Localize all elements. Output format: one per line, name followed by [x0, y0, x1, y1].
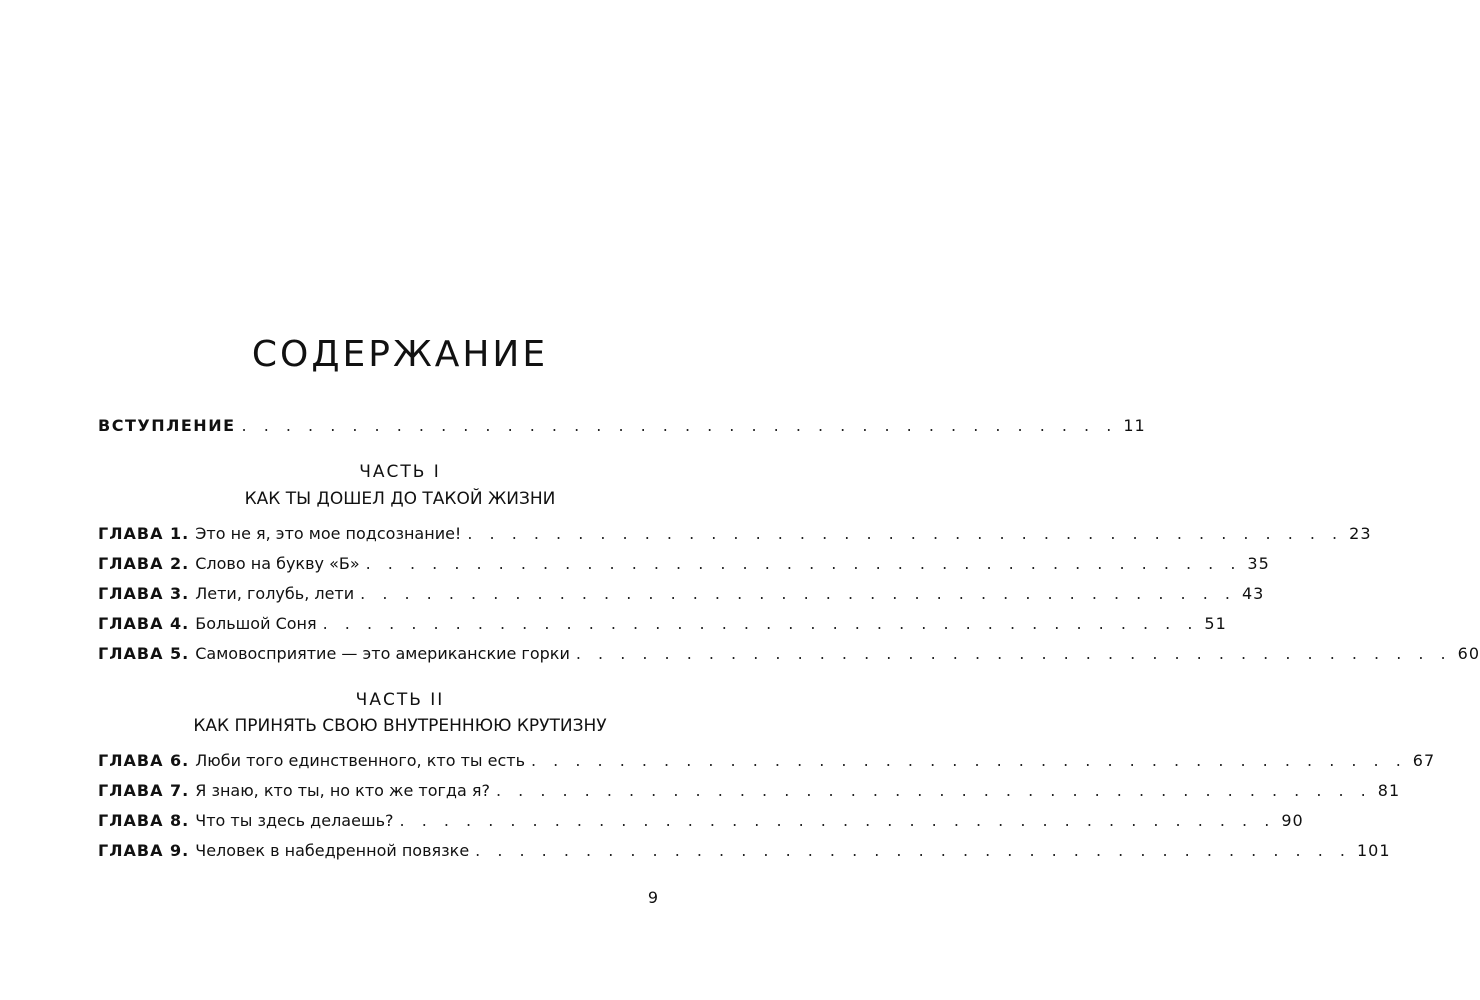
chapter-name: Это не я, это мое подсознание! [195, 524, 462, 543]
chapter-label: ГЛАВА 3. [98, 584, 190, 603]
chapter-name: Что ты здесь делаешь? [195, 811, 394, 830]
intro-leader: . . . . . . . . . . . . . . . . . . . . . . . . . . . . . . . . . . . . . . . . [241, 416, 1118, 435]
chapter-leader: . . . . . . . . . . . . . . . . . . . . . . . . . . . . . . . . . . . . . . . . [531, 751, 1407, 770]
chapter-name: Большой Соня [195, 614, 317, 633]
toc-chapter-6[interactable] [98, 751, 1436, 775]
chapter-leader: . . . . . . . . . . . . . . . . . . . . . . . . . . . . . . . . . . . . . . . . [322, 614, 1199, 633]
toc-intro[interactable] [98, 416, 1146, 440]
toc-chapter-8[interactable] [98, 811, 1304, 835]
part-2-subtitle: КАК ПРИНЯТЬ СВОЮ ВНУТРЕННЮЮ КРУТИЗНУ [193, 716, 607, 736]
chapter-name: Слово на букву «Б» [195, 554, 360, 573]
toc-chapter-9[interactable] [98, 841, 1391, 865]
part-1-heading: ЧАСТЬ I [359, 462, 441, 482]
chapter-leader: . . . . . . . . . . . . . . . . . . . . . . . . . . . . . . . . . . . . . . . . [495, 781, 1372, 800]
chapter-page: 60 [1457, 644, 1480, 663]
toc-chapter-1[interactable] [98, 524, 1372, 548]
chapter-leader: . . . . . . . . . . . . . . . . . . . . . . . . . . . . . . . . . . . . . . . . [475, 841, 1351, 860]
chapter-label: ГЛАВА 9. [98, 841, 190, 860]
toc-chapter-5[interactable] [98, 644, 1480, 668]
chapter-name: Человек в набедренной повязке [195, 841, 470, 860]
chapter-name: Я знаю, кто ты, но кто же тогда я? [195, 781, 490, 800]
chapter-leader: . . . . . . . . . . . . . . . . . . . . . . . . . . . . . . . . . . . . . . . . [467, 524, 1344, 543]
chapter-leader: . . . . . . . . . . . . . . . . . . . . . . . . . . . . . . . . . . . . . . . . [365, 554, 1242, 573]
chapter-page: 23 [1349, 524, 1372, 543]
chapter-page: 67 [1412, 751, 1436, 770]
chapter-page: 101 [1356, 841, 1391, 860]
page-title: СОДЕРЖАНИЕ [251, 334, 549, 375]
chapter-name: Лети, голубь, лети [195, 584, 355, 603]
chapter-label: ГЛАВА 6. [98, 751, 190, 770]
toc-chapter-4[interactable] [98, 614, 1227, 638]
chapter-label: ГЛАВА 5. [98, 644, 190, 663]
intro-page: 11 [1123, 416, 1146, 435]
chapter-name: Люби того единственного, кто ты есть [195, 751, 525, 770]
chapter-label: ГЛАВА 2. [98, 554, 190, 573]
chapter-page: 81 [1377, 781, 1401, 800]
chapter-page: 35 [1247, 554, 1270, 573]
intro-label: ВСТУПЛЕНИЕ [98, 416, 236, 435]
toc-chapter-3[interactable] [98, 584, 1265, 608]
part-2-heading: ЧАСТЬ II [355, 690, 445, 710]
chapter-page: 43 [1241, 584, 1265, 603]
chapter-leader: . . . . . . . . . . . . . . . . . . . . . . . . . . . . . . . . . . . . . . . . [360, 584, 1236, 603]
chapter-name: Самовосприятие — это американские горки [195, 644, 570, 663]
toc-chapter-2[interactable] [98, 554, 1270, 578]
chapter-label: ГЛАВА 4. [98, 614, 190, 633]
chapter-leader: . . . . . . . . . . . . . . . . . . . . . . . . . . . . . . . . . . . . . . . . [399, 811, 1276, 830]
part-1-subtitle: КАК ТЫ ДОШЕЛ ДО ТАКОЙ ЖИЗНИ [244, 489, 556, 509]
chapter-label: ГЛАВА 1. [98, 524, 190, 543]
chapter-page: 90 [1281, 811, 1304, 830]
chapter-label: ГЛАВА 7. [98, 781, 190, 800]
page-number: 9 [647, 888, 658, 907]
chapter-label: ГЛАВА 8. [98, 811, 190, 830]
chapter-page: 51 [1204, 614, 1227, 633]
toc-chapter-7[interactable] [98, 781, 1401, 805]
chapter-leader: . . . . . . . . . . . . . . . . . . . . . . . . . . . . . . . . . . . . . . . . [575, 644, 1452, 663]
